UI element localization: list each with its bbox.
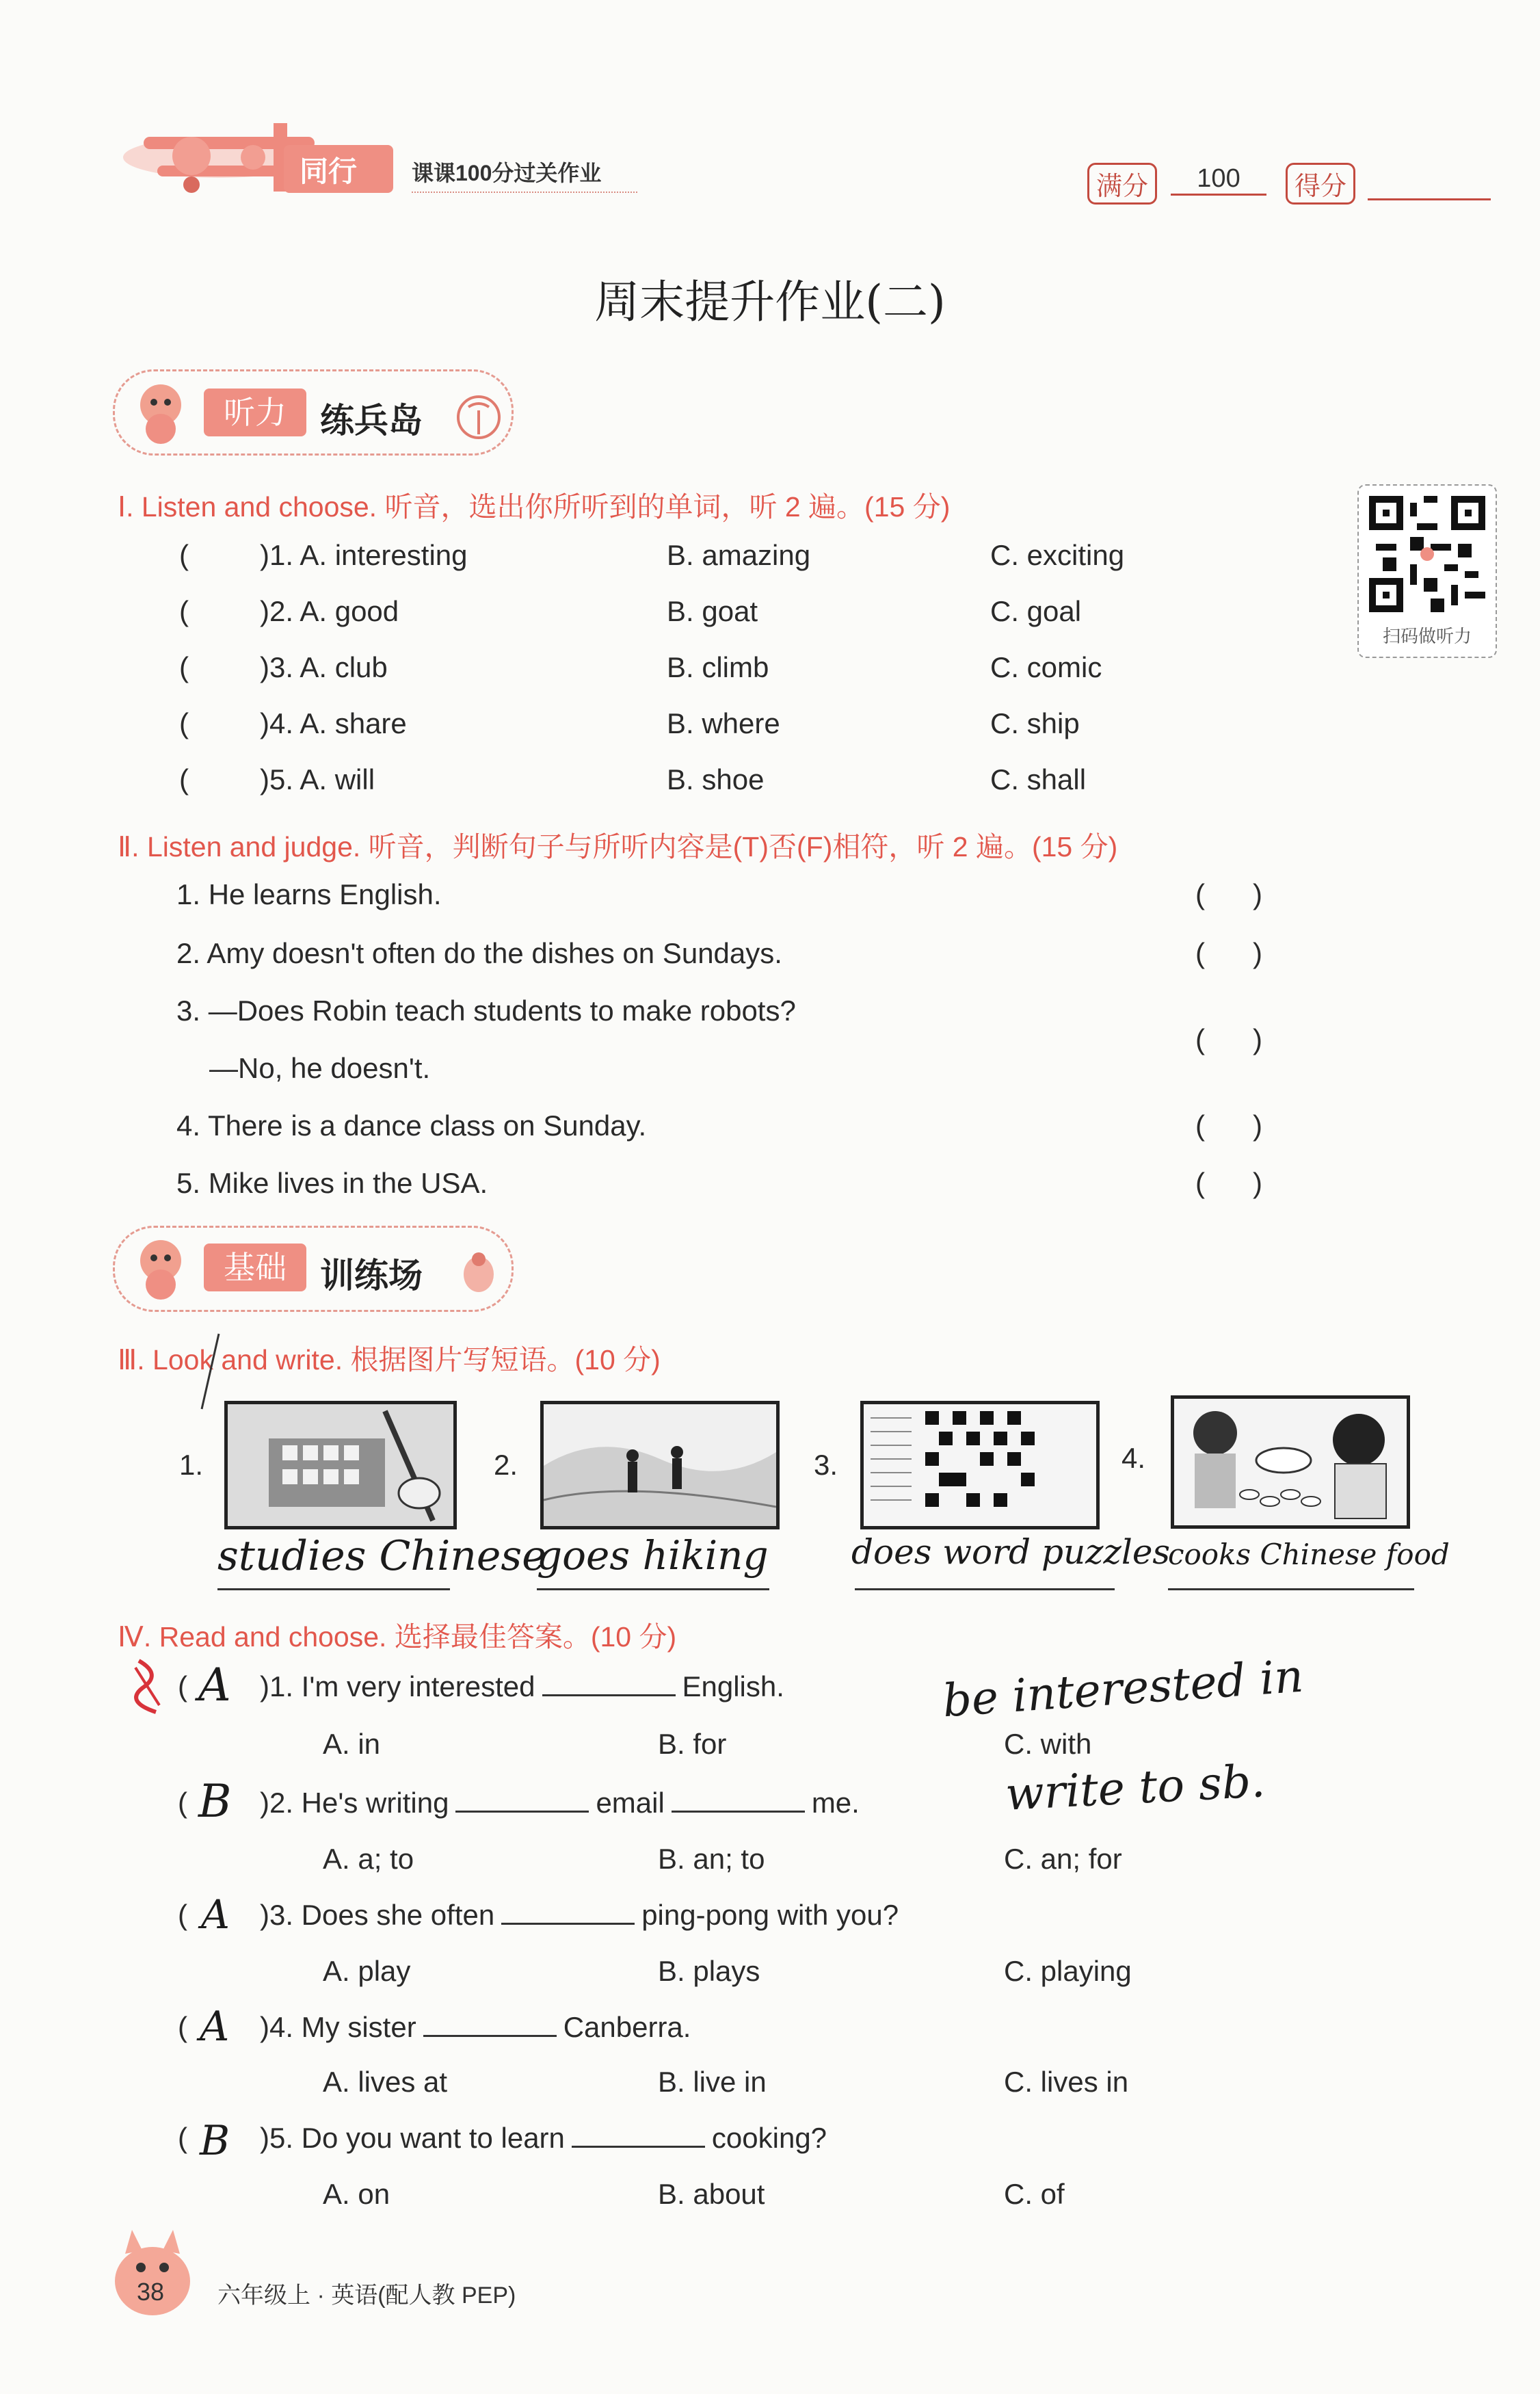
question-stem (260, 1787, 860, 1819)
item-text: )4. A. share (260, 707, 407, 739)
pic-number: 3. (814, 1449, 838, 1481)
judge-item-reply: —No, he doesn't. (209, 1052, 431, 1084)
stem-part: me. (811, 1787, 860, 1819)
option-a: A. in (323, 1728, 381, 1760)
fill-blank[interactable] (542, 1671, 676, 1696)
handwritten-note: write to sb. (1004, 1754, 1266, 1821)
section4-heading: Ⅳ. Read and choose. 选择最佳答案。(10 分) (118, 1621, 677, 1653)
full-score-value: 100 (1171, 164, 1266, 196)
fill-blank[interactable] (672, 1787, 805, 1813)
option-a: A. lives at (323, 2066, 448, 2098)
listening-tag: 听力 (204, 389, 306, 436)
stem-part: )3. Does she often (260, 1899, 495, 1931)
answer-paren[interactable]: ( (179, 651, 189, 683)
option-c: C. playing (1004, 1955, 1132, 1987)
handwritten-answer[interactable]: cooks Chinese food (1168, 1538, 1450, 1571)
fill-blank[interactable] (572, 2122, 705, 2148)
judge-item: 3. —Does Robin teach students to make robots? (176, 995, 796, 1027)
picture-hiking (540, 1401, 780, 1529)
listening-title: 练兵岛 (320, 402, 423, 440)
picture-puzzle (860, 1401, 1100, 1529)
mascot-icon (130, 378, 191, 446)
page-number: 38 (137, 2278, 165, 2306)
series-underline (412, 192, 637, 197)
question-stem (260, 2122, 827, 2155)
brand-name: 同行 (300, 155, 358, 187)
question-stem (260, 2011, 691, 2044)
picture-studying (224, 1401, 457, 1529)
fill-blank[interactable] (501, 1899, 635, 1925)
section1-heading: Ⅰ. Listen and choose. 听音，选出你所听到的单词，听 2 遍。(15 分) (118, 491, 951, 523)
stem-part: )1. I'm very interested (260, 1670, 535, 1702)
option-b: B. goat (667, 595, 758, 627)
mascot-icon (130, 1233, 191, 1302)
stem-part: ping-pong with you? (641, 1899, 899, 1931)
option-b: B. about (658, 2178, 765, 2210)
option-a: A. a; to (323, 1843, 414, 1875)
qr-code[interactable] (1357, 484, 1497, 658)
judge-paren[interactable]: ( ) (1195, 878, 1262, 910)
handwritten-choice[interactable]: A (200, 2003, 230, 2051)
answer-paren[interactable]: ( (178, 1670, 187, 1702)
answer-paren[interactable]: ( (179, 539, 189, 571)
red-grading-mark (129, 1654, 170, 1715)
stem-part: email (596, 1787, 665, 1819)
option-c: C. lives in (1004, 2066, 1129, 2098)
handwritten-answer[interactable]: does word puzzles (851, 1532, 1171, 1572)
option-b: B. live in (658, 2066, 767, 2098)
full-score-label: 满分 (1087, 163, 1157, 205)
answer-paren[interactable]: ( (179, 595, 189, 627)
option-c: C. with (1004, 1728, 1092, 1760)
bug-icon (455, 1248, 503, 1296)
answer-paren[interactable]: ( (178, 2011, 187, 2043)
judge-item: 1. He learns English. (176, 878, 442, 910)
qr-caption: 扫码做听力 (1382, 626, 1472, 646)
score-label: 得分 (1286, 163, 1355, 205)
answer-line (1168, 1588, 1414, 1590)
judge-paren[interactable]: ( ) (1195, 1167, 1262, 1199)
stem-part: Canberra. (563, 2011, 691, 2043)
option-c: C. shall (990, 763, 1087, 795)
option-a: A. play (323, 1955, 411, 1987)
item-text: )5. A. will (260, 763, 375, 795)
option-c: C. ship (990, 707, 1080, 739)
judge-item: 2. Amy doesn't often do the dishes on Sundays. (176, 937, 782, 969)
footer-text: 六年级上 · 英语(配人教 PEP) (217, 2283, 516, 2308)
pic-number: 2. (494, 1449, 518, 1481)
option-b: B. climb (667, 651, 769, 683)
item-text: )2. A. good (260, 595, 399, 627)
stem-part: English. (682, 1670, 784, 1702)
series-title: 课课100分过关作业 (412, 161, 602, 185)
stem-part: )4. My sister (260, 2011, 416, 2043)
pic-number: 4. (1121, 1442, 1146, 1474)
item-text: )1. A. interesting (260, 539, 468, 571)
judge-paren[interactable]: ( ) (1195, 937, 1262, 969)
answer-line (217, 1588, 450, 1590)
option-b: B. amazing (667, 539, 811, 571)
option-c: C. goal (990, 595, 1082, 627)
handwritten-answer[interactable]: goes hiking (537, 1532, 769, 1579)
stem-part: )5. Do you want to learn (260, 2122, 565, 2154)
option-a: A. on (323, 2178, 390, 2210)
handwritten-answer[interactable]: studies Chinese (217, 1532, 546, 1580)
handwritten-choice[interactable]: A (198, 1659, 231, 1711)
stem-part: )2. He's writing (260, 1787, 449, 1819)
section2-heading: Ⅱ. Listen and judge. 听音，判断句子与所听内容是(T)否(F)相符，听 2 遍。(15 分) (118, 831, 1118, 863)
option-c: C. of (1004, 2178, 1065, 2210)
handwritten-note: be interested in (940, 1649, 1305, 1728)
fill-blank[interactable] (455, 1787, 589, 1813)
answer-paren[interactable]: ( (178, 2122, 187, 2154)
fill-blank[interactable] (423, 2012, 557, 2037)
basics-title: 训练场 (320, 1257, 423, 1295)
qr-code-icon (1369, 496, 1485, 612)
answer-line (855, 1588, 1115, 1590)
item-text: )3. A. club (260, 651, 388, 683)
answer-paren[interactable]: ( (179, 763, 189, 795)
pic-number: 1. (179, 1449, 204, 1481)
score-blank (1368, 197, 1491, 200)
judge-paren[interactable]: ( ) (1195, 1109, 1262, 1142)
palm-icon (455, 393, 503, 441)
stem-part: cooking? (711, 2122, 827, 2154)
picture-cooking (1171, 1395, 1410, 1529)
answer-paren[interactable]: ( (179, 707, 189, 739)
option-c: C. exciting (990, 539, 1125, 571)
basics-tag: 基础 (204, 1244, 306, 1291)
question-stem (260, 1899, 899, 1932)
option-b: B. for (658, 1728, 727, 1760)
option-c: C. comic (990, 651, 1102, 683)
page-title: 周末提升作业(二) (594, 276, 946, 328)
option-b: B. an; to (658, 1843, 765, 1875)
handwritten-choice[interactable]: A (201, 1891, 230, 1938)
option-b: B. plays (658, 1955, 760, 1987)
judge-item: 5. Mike lives in the USA. (176, 1167, 488, 1199)
handwritten-choice[interactable]: B (198, 1775, 232, 1828)
option-b: B. shoe (667, 763, 765, 795)
section3-heading: Ⅲ. Look and write. 根据图片写短语。(10 分) (118, 1344, 661, 1376)
judge-item: 4. There is a dance class on Sunday. (176, 1109, 647, 1142)
handwritten-choice[interactable]: B (200, 2117, 230, 2165)
judge-paren[interactable]: ( ) (1195, 1023, 1262, 1055)
answer-paren[interactable]: ( (178, 1899, 187, 1931)
pen-stroke (191, 1330, 226, 1412)
question-stem (260, 1670, 784, 1703)
option-b: B. where (667, 707, 780, 739)
answer-line (537, 1588, 769, 1590)
answer-paren[interactable]: ( (178, 1787, 187, 1819)
option-c: C. an; for (1004, 1843, 1122, 1875)
